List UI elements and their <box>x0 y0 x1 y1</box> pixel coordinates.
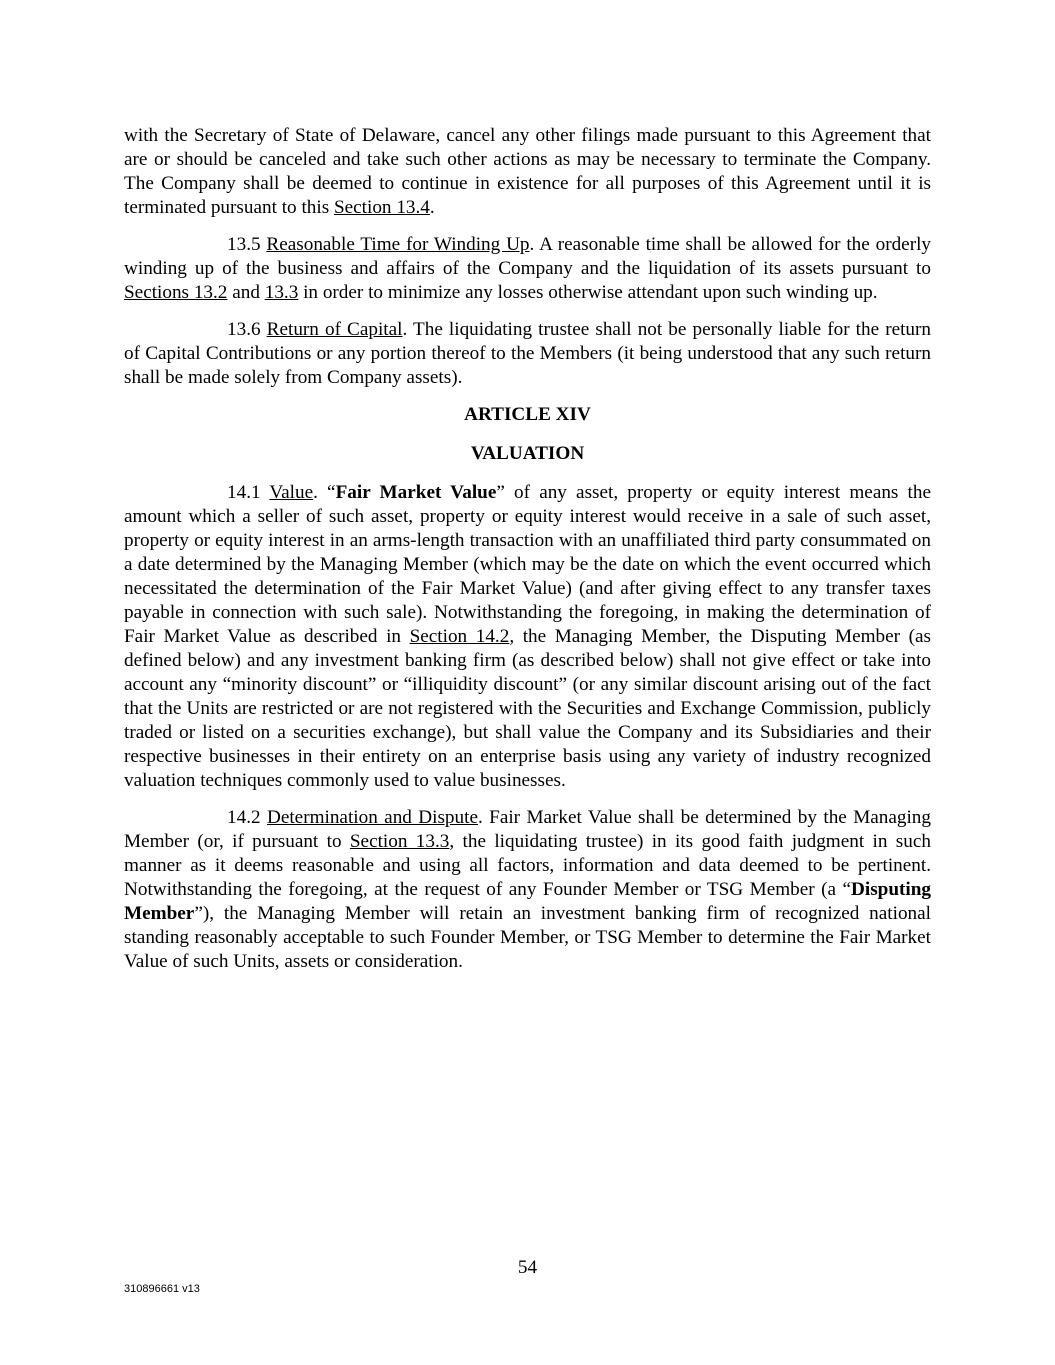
paragraph-14-2 <box>124 806 931 974</box>
article-number: ARTICLE XIV <box>464 404 591 425</box>
paragraph-text: ”), the Managing Member will retain an investment banking firm of recognized national standing reasonably acceptable to such Founder Member, or TSG Member to determine the Fair Market Value of such Units, assets or consideration. <box>124 903 931 972</box>
section-reference: 13.3 <box>264 282 299 303</box>
paragraph-13-4-continuation <box>124 124 931 220</box>
paragraph-text: ” of any asset, property or equity interest means the amount which a seller of such asset, property or equity interest would receive in a sale of such asset, property or equity interest in an arms-length transaction with an unaffiliated third party consummated on a date determined by the Managing Member (which may be the date on which the event occurred which necessitated the determination of the Fair Market Value) (and after giving effect to any transfer taxes payable in connection with such sale). Notwithstanding the foregoing, in making the determination of Fair Market Value as described in <box>124 482 931 647</box>
paragraph-13-5 <box>124 233 931 305</box>
section-number: 14.2 <box>227 807 267 828</box>
paragraph-text: . <box>429 197 435 218</box>
defined-term: Fair Market Value <box>335 482 497 503</box>
document-body <box>124 124 931 987</box>
section-heading: Reasonable Time for Winding Up <box>266 234 530 255</box>
section-reference: Section 14.2 <box>409 626 510 647</box>
section-reference: Section 13.3 <box>349 831 450 852</box>
paragraph-text: in order to minimize any losses otherwise attendant upon such winding up. <box>298 282 878 303</box>
section-reference: Section 13.4 <box>333 197 430 218</box>
document-id: 310896661 v13 <box>124 1283 200 1295</box>
page-number: 54 <box>517 1257 538 1278</box>
paragraph-text: with the Secretary of State of Delaware, cancel any other filings made pursuant to this Agreement that are or should be canceled and take such other actions as may be necessary to terminate the Company. The Company shall be deemed to continue in existence for all purposes of this Agreement until it is terminated pursuant to this <box>124 125 931 218</box>
section-heading: Return of Capital <box>266 319 403 340</box>
section-number: 14.1 <box>227 482 270 503</box>
paragraph-text: . Fair Market Value shall be determined by the Managing Member (or, if pursuant to <box>124 807 931 852</box>
paragraph-text: . A reasonable time shall be allowed for the orderly winding up of the business and affairs of the Company and the liquidation of its assets pursuant to <box>124 234 932 279</box>
section-number: 13.6 <box>227 319 267 340</box>
article-title: VALUATION <box>470 443 585 464</box>
paragraph-text: , the Managing Member, the Disputing Member (as defined below) and any investment banking firm (as described below) shall not give effect or take into account any “minority discount” or “illiquidity discount” (or any similar discount arising out of the fact that the Units are restricted or are not registered with the Securities and Exchange Commission, publicly traded or listed on a securities exchange), but shall value the Company and its Subsidiaries and their respective businesses in their entirety on an enterprise basis using any variety of industry recognized valuation techniques commonly used to value businesses. <box>124 626 931 791</box>
section-heading: Determination and Dispute <box>266 807 478 828</box>
paragraph-13-6 <box>124 318 931 390</box>
paragraph-text: , the liquidating trustee) in its good faith judgment in such manner as it deems reasonable and using all factors, information and data deemed to be pertinent. Notwithstanding the foregoing, at the request of any Founder Member or TSG Member (a “ <box>124 831 931 900</box>
paragraph-text: . The liquidating trustee shall not be personally liable for the return of Capital Contributions or any portion thereof to the Members (it being understood that any such return shall be made solely from Company assets). <box>124 319 932 388</box>
section-number: 13.5 <box>227 234 267 255</box>
section-heading: Value <box>269 482 314 503</box>
section-reference: Sections 13.2 <box>124 282 228 303</box>
paragraph-text: and <box>227 282 265 303</box>
defined-term: Disputing Member <box>124 879 931 924</box>
paragraph-text: . “ <box>313 482 336 503</box>
paragraph-14-1 <box>124 481 931 793</box>
